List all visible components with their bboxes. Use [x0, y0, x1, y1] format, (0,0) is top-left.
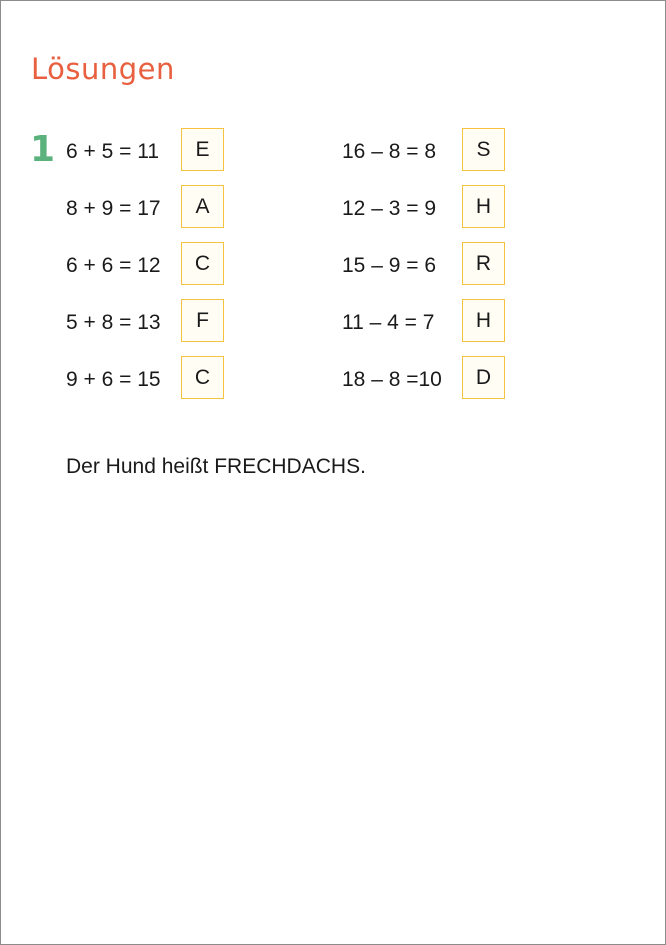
equation: 5 + 8 = 13 [66, 311, 161, 334]
equation: 18 – 8 =10 [342, 368, 442, 391]
letter-box: A [181, 185, 224, 228]
equation: 16 – 8 = 8 [342, 140, 436, 163]
equation: 12 – 3 = 9 [342, 197, 436, 220]
letter-box: C [181, 242, 224, 285]
equation: 9 + 6 = 15 [66, 368, 161, 391]
letter-box: H [462, 185, 505, 228]
equation: 8 + 9 = 17 [66, 197, 161, 220]
equation: 6 + 5 = 11 [66, 140, 160, 163]
equation: 6 + 6 = 12 [66, 254, 161, 277]
equation: 15 – 9 = 6 [342, 254, 436, 277]
equation: 11 – 4 = 7 [342, 311, 435, 334]
letter-box: D [462, 356, 505, 399]
letter-box: H [462, 299, 505, 342]
letter-box: C [181, 356, 224, 399]
letter-box: F [181, 299, 224, 342]
page-title: Lösungen [31, 52, 175, 86]
letter-box: S [462, 128, 505, 171]
letter-box: E [181, 128, 224, 171]
answer-sentence: Der Hund heißt FRECHDACHS. [66, 455, 366, 478]
letter-box: R [462, 242, 505, 285]
task-number: 1 [30, 129, 56, 170]
